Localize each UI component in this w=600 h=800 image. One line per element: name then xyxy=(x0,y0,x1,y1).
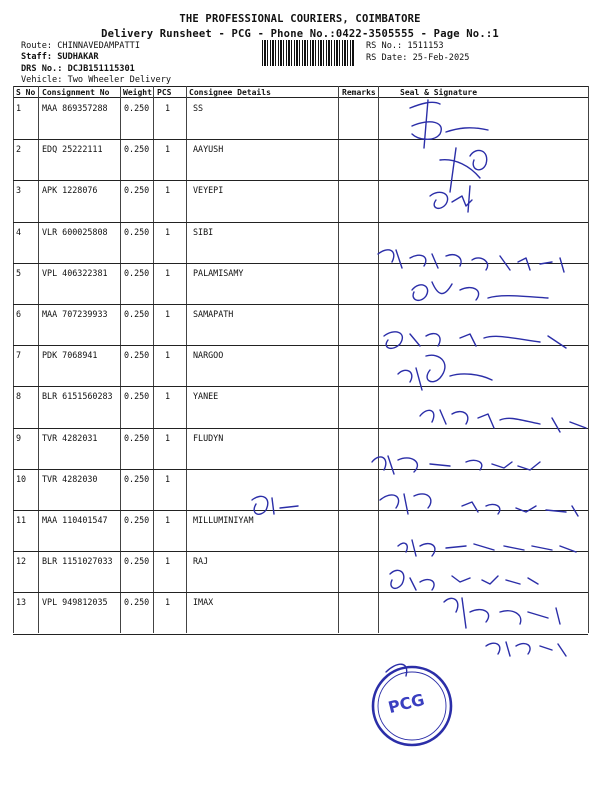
company-title: THE PROFESSIONAL COURIERS, COIMBATORE xyxy=(179,13,421,25)
row-sno: 11 xyxy=(16,515,27,525)
row-weight: 0.250 xyxy=(124,144,150,155)
row-consignee-name: SIBI xyxy=(193,226,214,237)
row-sno: 2 xyxy=(16,144,22,155)
row-sno: 5 xyxy=(16,267,22,278)
row-consignment-no: VLR 600025808 xyxy=(42,226,108,237)
row-weight: 0.250 xyxy=(124,556,150,567)
row-divider xyxy=(13,386,588,387)
row-consignee-name: NARGOO xyxy=(193,350,224,361)
row-consignment-no: BLR 6151560283 xyxy=(42,391,113,402)
row-consignee-name: SS xyxy=(193,103,204,113)
col-sno: S No xyxy=(16,88,36,97)
staff-label: Staff: SUDHAKAR xyxy=(21,52,99,62)
row-weight: 0.250 xyxy=(124,226,150,237)
row-consignee-name: IMAX xyxy=(193,597,214,608)
row-consignee-name: MILLUMINIYAM xyxy=(193,515,254,525)
row-pcs: 1 xyxy=(165,226,171,237)
row-consignment-no: MAA 869357288 xyxy=(42,103,108,113)
col-consignee: Consignee Details xyxy=(189,88,271,97)
row-divider xyxy=(13,139,588,140)
row-weight: 0.250 xyxy=(124,103,150,113)
row-divider xyxy=(13,180,588,181)
row-weight: 0.250 xyxy=(124,597,150,608)
row-pcs: 1 xyxy=(165,556,171,567)
row-consignment-no: EDQ 25222111 xyxy=(42,144,103,155)
row-divider xyxy=(13,345,588,346)
row-consignment-no: BLR 1151027033 xyxy=(42,556,113,567)
row-pcs: 1 xyxy=(165,309,171,319)
row-pcs: 1 xyxy=(165,391,171,402)
row-divider xyxy=(13,510,588,511)
row-consignee-name: AAYUSH xyxy=(193,144,224,155)
row-sno: 4 xyxy=(16,226,22,237)
row-consignee-name: SAMAPATH xyxy=(193,309,234,319)
row-sno: 1 xyxy=(16,103,22,113)
stamp-text: PCG xyxy=(386,689,427,718)
row-weight: 0.250 xyxy=(124,350,150,361)
col-pcs: PCS xyxy=(157,88,172,97)
vehicle-label: Vehicle: Two Wheeler Delivery xyxy=(21,75,172,85)
row-pcs: 1 xyxy=(165,515,171,525)
row-divider xyxy=(13,551,588,552)
barcode-image xyxy=(262,40,354,66)
row-weight: 0.250 xyxy=(124,515,150,525)
row-weight: 0.250 xyxy=(124,432,150,443)
row-consignee-name: VEYEPI xyxy=(193,185,224,196)
runsheet-subtitle: Delivery Runsheet - PCG - Phone No.:0422-3505555 - Page No.:1 xyxy=(101,28,499,40)
row-sno: 7 xyxy=(16,350,22,361)
row-consignee-name: PALAMISAMY xyxy=(193,267,244,278)
row-weight: 0.250 xyxy=(124,473,150,484)
row-divider xyxy=(13,428,588,429)
col-seal-signature: Seal & Signature xyxy=(400,88,478,97)
row-divider xyxy=(13,634,588,635)
row-divider xyxy=(13,304,588,305)
row-weight: 0.250 xyxy=(124,267,150,278)
row-weight: 0.250 xyxy=(124,185,150,196)
row-sno: 13 xyxy=(16,597,27,608)
row-pcs: 1 xyxy=(165,597,171,608)
rs-number: RS No.: 1511153 xyxy=(366,41,444,51)
row-pcs: 1 xyxy=(165,432,171,443)
row-divider xyxy=(13,469,588,470)
route-label: Route: CHINNAVEDAMPATTI xyxy=(21,41,140,51)
row-weight: 0.250 xyxy=(124,391,150,402)
row-sno: 9 xyxy=(16,432,22,443)
row-sno: 3 xyxy=(16,185,22,196)
row-sno: 8 xyxy=(16,391,22,402)
row-divider xyxy=(13,222,588,223)
row-consignment-no: MAA 110401547 xyxy=(42,515,108,525)
row-sno: 12 xyxy=(16,556,27,567)
row-sno: 10 xyxy=(16,473,27,484)
row-pcs: 1 xyxy=(165,103,171,113)
col-consignment: Consignment No xyxy=(42,88,110,97)
row-pcs: 1 xyxy=(165,185,171,196)
row-consignment-no: PDK 7068941 xyxy=(42,350,98,361)
row-consignment-no: TVR 4282030 xyxy=(42,473,98,484)
row-consignee-name: FLUDYN xyxy=(193,432,224,443)
row-consignment-no: VPL 949812035 xyxy=(42,597,108,608)
row-consignment-no: VPL 406322381 xyxy=(42,267,108,278)
row-consignee-name: YANEE xyxy=(193,391,219,402)
row-weight: 0.250 xyxy=(124,309,150,319)
table-header-rule xyxy=(13,97,588,98)
row-consignment-no: MAA 707239933 xyxy=(42,309,108,319)
col-remarks: Remarks xyxy=(342,88,376,97)
col-weight: Weight xyxy=(123,88,152,97)
row-consignee-name: RAJ xyxy=(193,556,209,567)
row-divider xyxy=(13,263,588,264)
row-divider xyxy=(13,592,588,593)
row-consignment-no: APK 1228076 xyxy=(42,185,98,196)
row-pcs: 1 xyxy=(165,144,171,155)
row-pcs: 1 xyxy=(165,473,171,484)
drs-number: DRS No.: DCJB151115301 xyxy=(21,64,135,74)
row-sno: 6 xyxy=(16,309,22,319)
row-consignment-no: TVR 4282031 xyxy=(42,432,98,443)
table-top-rule xyxy=(13,86,588,87)
row-pcs: 1 xyxy=(165,350,171,361)
row-pcs: 1 xyxy=(165,267,171,278)
col-border xyxy=(588,86,589,633)
rs-date: RS Date: 25-Feb-2025 xyxy=(366,53,470,63)
